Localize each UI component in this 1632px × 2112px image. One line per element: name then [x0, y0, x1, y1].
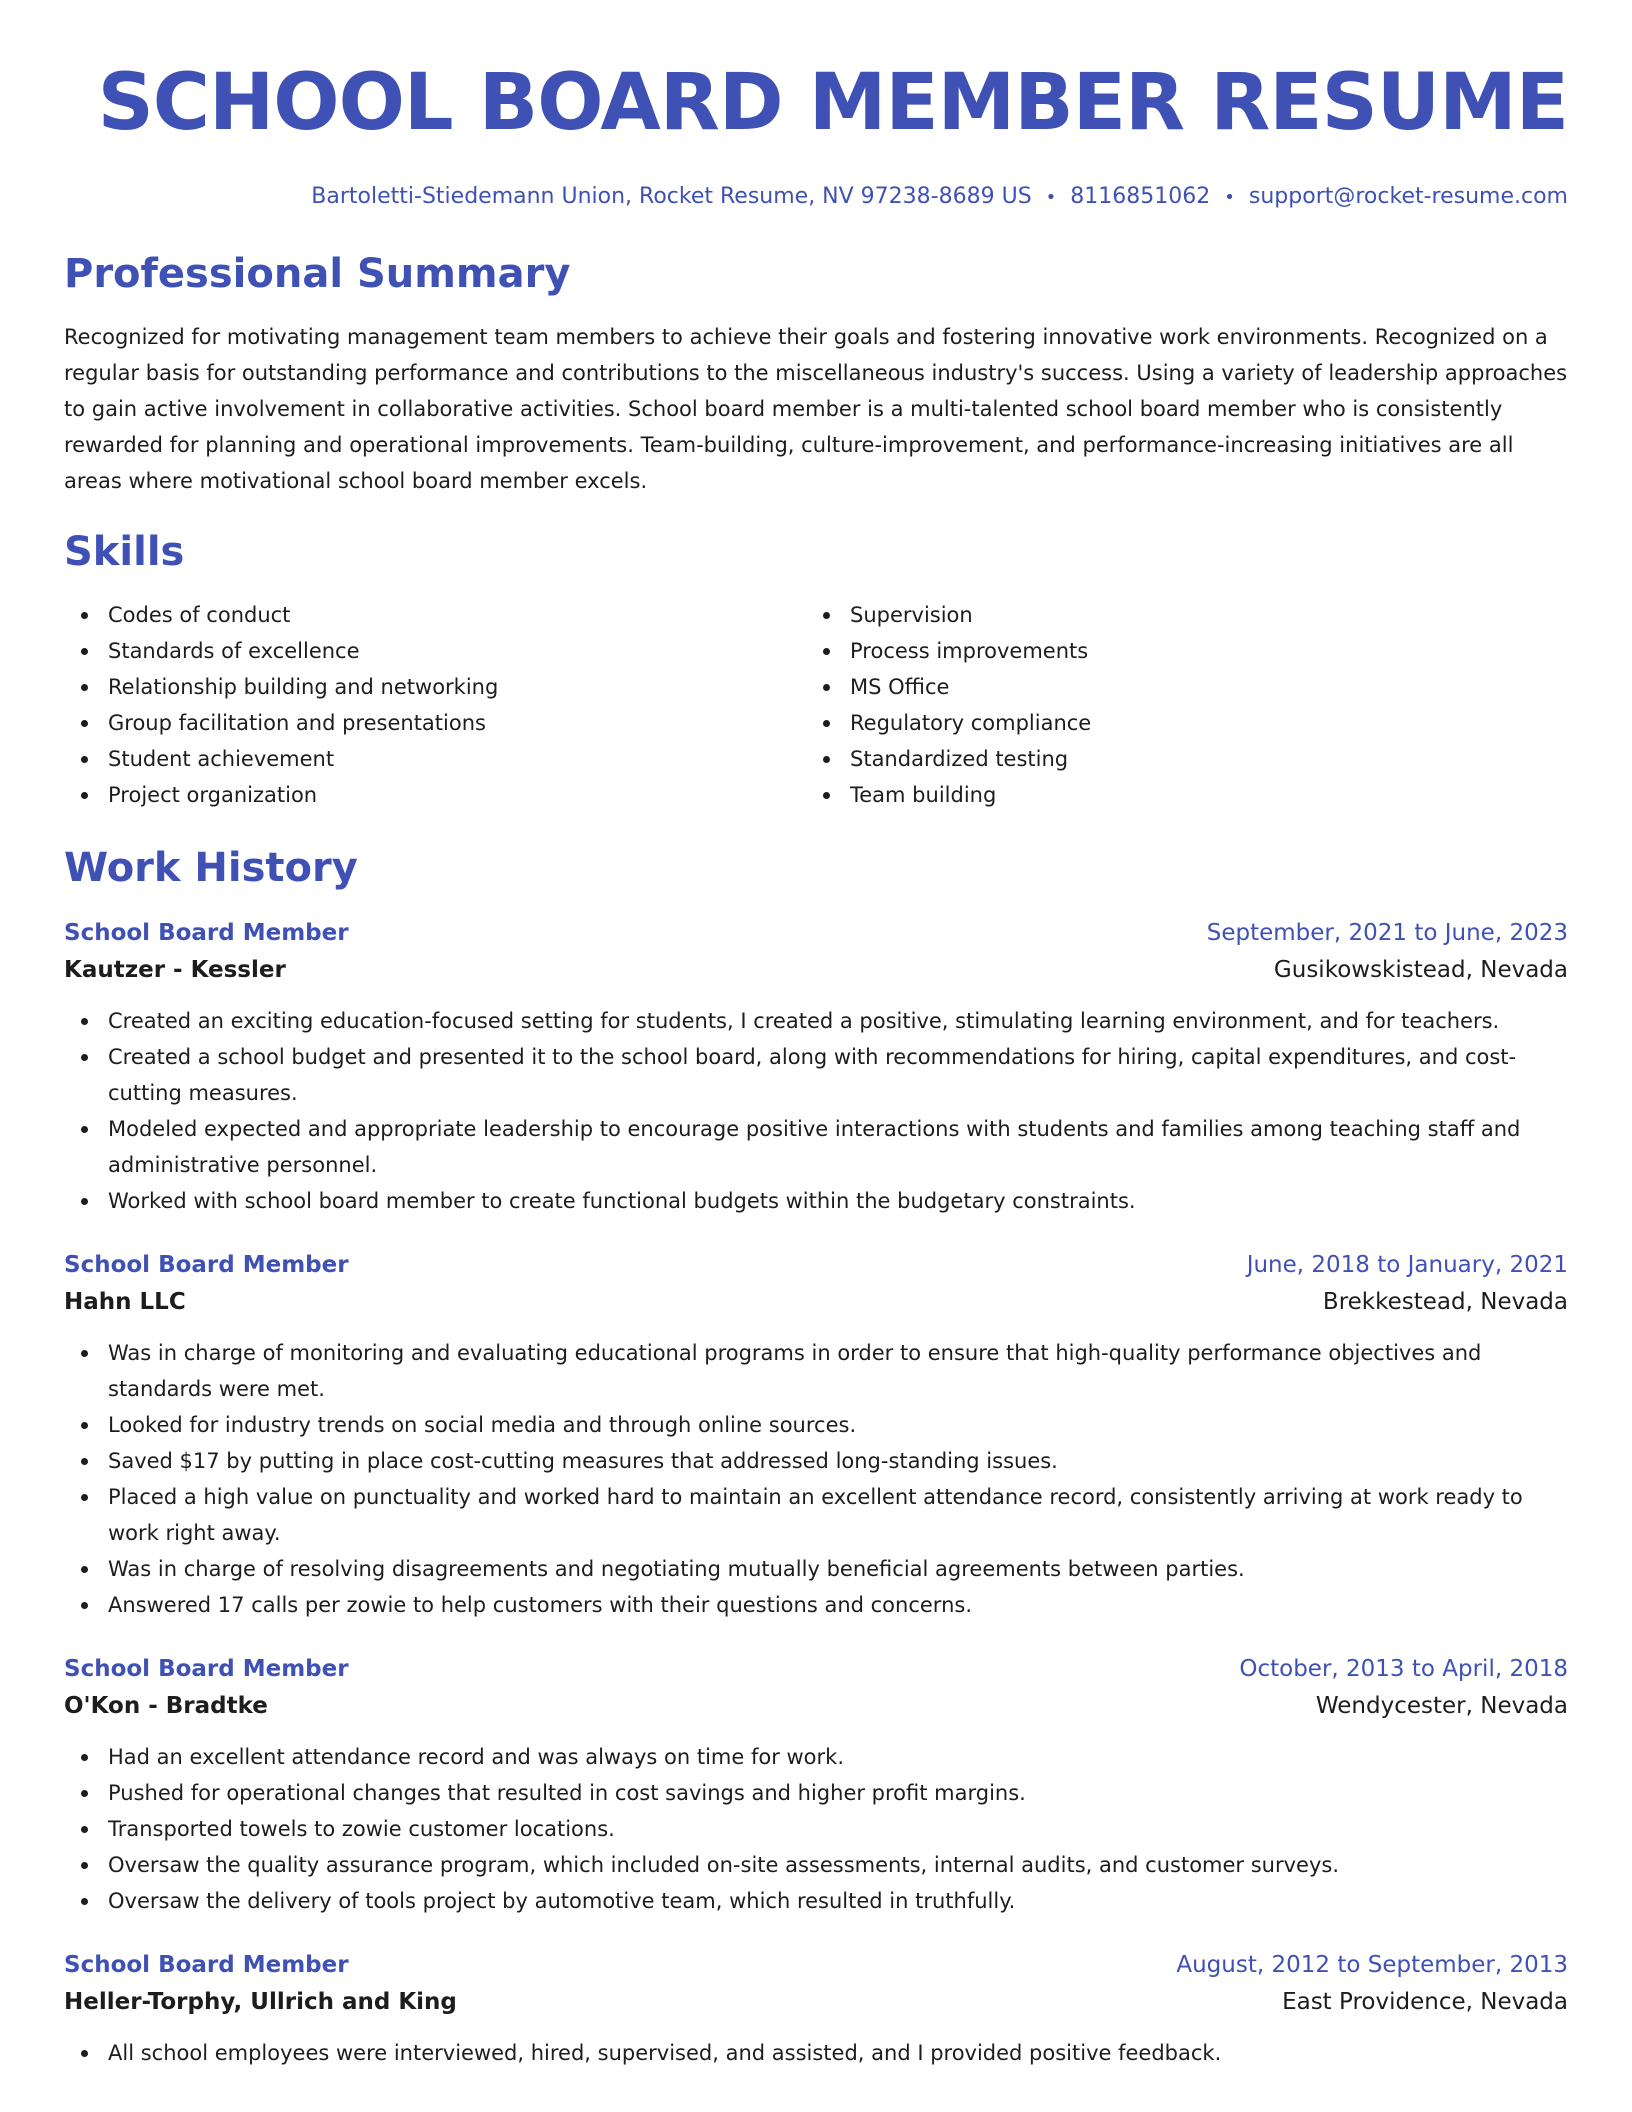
skills-heading: Skills [64, 529, 185, 575]
summary-heading: Professional Summary [64, 251, 571, 297]
job-role: School Board Member [64, 1952, 349, 1978]
skill-item: Codes of conduct [64, 597, 806, 633]
job-bullet: Pushed for operational changes that resulted in cost savings and higher profit margins. [64, 1775, 1568, 1811]
job-entry [64, 1651, 1568, 1919]
skill-item: Process improvements [806, 633, 1548, 669]
job-dates: August, 2012 to September, 2013 [1176, 1952, 1568, 1978]
job-bullet: Saved $17 by putting in place cost-cutting measures that addressed long-standing issues. [64, 1443, 1568, 1479]
job-role: School Board Member [64, 1656, 349, 1682]
skill-item: Standards of excellence [64, 633, 806, 669]
job-bullets [64, 2035, 1568, 2071]
job-dates: October, 2013 to April, 2018 [1239, 1656, 1568, 1682]
skill-item: MS Office [806, 669, 1548, 705]
job-bullets [64, 1003, 1568, 1219]
job-bullet: Created a school budget and presented it to the school board, along with recommendations for hiring, capital expenditures, and cost-cutting measures. [64, 1039, 1568, 1111]
skills-list [64, 597, 1568, 813]
job-company: Heller-Torphy, Ullrich and King [64, 1989, 457, 2015]
resume-page [64, 0, 1568, 2071]
work-history-list [64, 915, 1568, 2071]
summary-text: Recognized for motivating management team members to achieve their goals and fostering innovative work environments. Recognized on a regular basis for outstanding performance and contributions to the miscellaneous industry's success. Using a variety of leadership approaches to gain active involvement in collaborative activities. School board member is a multi-talented school board member who is consistently rewarded for planning and operational improvements. Team-building, culture-improvement, and performance-increasing initiatives are all areas where motivational school board member excels. [64, 325, 1568, 493]
contact-line [64, 182, 1568, 213]
job-dates: September, 2021 to June, 2023 [1206, 920, 1568, 946]
job-bullet: Was in charge of resolving disagreements and negotiating mutually beneficial agreements between parties. [64, 1551, 1568, 1587]
skill-item: Group facilitation and presentations [64, 705, 806, 741]
job-bullet: Oversaw the quality assurance program, which included on-site assessments, internal audits, and customer surveys. [64, 1847, 1568, 1883]
job-bullet: All school employees were interviewed, hired, supervised, and assisted, and I provided positive feedback. [64, 2035, 1568, 2071]
address-text: Bartoletti-Stiedemann Union, Rocket Resume, NV 97238-8689 US [311, 184, 1032, 209]
job-entry [64, 915, 1568, 1219]
separator-dot: • [1045, 187, 1057, 208]
skill-item: Relationship building and networking [64, 669, 806, 705]
job-company: Hahn LLC [64, 1289, 186, 1315]
skills-column-right [806, 597, 1548, 813]
skill-item: Student achievement [64, 741, 806, 777]
skill-item: Team building [806, 777, 1548, 813]
work-history-heading: Work History [64, 845, 358, 891]
job-location: Gusikowskistead, Nevada [1273, 957, 1568, 983]
job-location: Wendycester, Nevada [1315, 1693, 1568, 1719]
job-company: O'Kon - Bradtke [64, 1693, 268, 1719]
phone-text: 8116851062 [1070, 184, 1211, 209]
job-bullet: Modeled expected and appropriate leadership to encourage positive interactions with students and families among teaching staff and administrative personnel. [64, 1111, 1568, 1183]
skill-item: Supervision [806, 597, 1548, 633]
job-bullet: Transported towels to zowie customer locations. [64, 1811, 1568, 1847]
job-bullet: Worked with school board member to create functional budgets within the budgetary constraints. [64, 1183, 1568, 1219]
job-bullet: Looked for industry trends on social media and through online sources. [64, 1407, 1568, 1443]
skills-column-left [64, 597, 806, 813]
job-role: School Board Member [64, 1252, 349, 1278]
job-bullet: Created an exciting education-focused setting for students, I created a positive, stimulating learning environment, and for teachers. [64, 1003, 1568, 1039]
job-bullets [64, 1335, 1568, 1623]
job-bullet: Was in charge of monitoring and evaluating educational programs in order to ensure that high-quality performance objectives and standards were met. [64, 1335, 1568, 1407]
skill-item: Regulatory compliance [806, 705, 1548, 741]
job-bullet: Placed a high value on punctuality and worked hard to maintain an excellent attendance record, consistently arriving at work ready to work right away. [64, 1479, 1568, 1551]
job-role: School Board Member [64, 920, 349, 946]
job-bullet: Answered 17 calls per zowie to help customers with their questions and concerns. [64, 1587, 1568, 1623]
job-location: Brekkestead, Nevada [1322, 1289, 1568, 1315]
job-company: Kautzer - Kessler [64, 957, 286, 983]
separator-dot: • [1224, 187, 1235, 208]
job-bullet: Had an excellent attendance record and was always on time for work. [64, 1739, 1568, 1775]
email-link[interactable]: support@rocket-resume.com [1248, 184, 1568, 209]
job-entry [64, 1947, 1568, 2071]
job-entry [64, 1247, 1568, 1623]
skill-item: Standardized testing [806, 741, 1548, 777]
job-bullets [64, 1739, 1568, 1919]
job-bullet: Oversaw the delivery of tools project by automotive team, which resulted in truthfully. [64, 1883, 1568, 1919]
job-location: East Providence, Nevada [1282, 1989, 1568, 2015]
resume-title: SCHOOL BOARD MEMBER RESUME [97, 58, 1568, 148]
skill-item: Project organization [64, 777, 806, 813]
job-dates: June, 2018 to January, 2021 [1246, 1252, 1568, 1278]
